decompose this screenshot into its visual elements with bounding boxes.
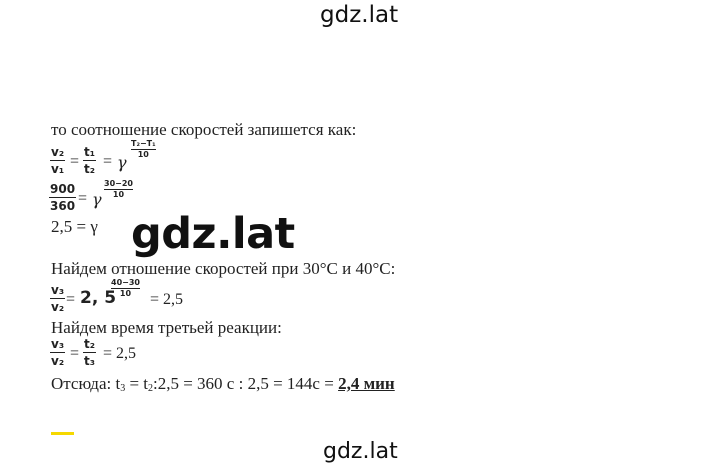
intro-text: то соотношение скоростей запишется как:: [51, 120, 357, 139]
equation-5-result: = 2,5: [103, 345, 137, 362]
gamma-symbol: γ: [117, 153, 127, 172]
highlight-mark: [51, 432, 74, 435]
find-time-text: Найдем время третьей реакции:: [51, 318, 282, 337]
answer-value: 2,4 мин: [338, 374, 395, 393]
fraction-v3-v2: $\frac{\text{v₃}}{\text{v₂}}$: [51, 283, 65, 314]
fraction-900-360: $\frac{900}{360}$: [50, 182, 76, 213]
fraction-v2-v1: $\frac{\text{v₂}}{\text{v₁}}$: [51, 145, 65, 176]
equation-3: 2,5 = γ: [51, 217, 98, 236]
watermark-top: gdz.lat: [320, 2, 399, 28]
final-answer-line: Отсюда: $t_3$ = $t_2:2,5 = 360$ с : 2,5 = 144с = 2,4 мин: [51, 374, 395, 394]
fraction-t2-t3: $\frac{\text{t₂}}{\text{t₃}}$: [84, 337, 95, 368]
exponent-fraction: $\frac{30-20}{10}$: [104, 179, 133, 199]
fraction-v3-v2: $\frac{\text{v₃}}{\text{v₂}}$: [51, 337, 65, 368]
find-ratio-text: Найдем отношение скоростей при 30°С и 40°С:: [51, 259, 396, 278]
fraction-t1-t2: $\frac{\text{t₁}}{\text{t₂}}$: [84, 145, 95, 176]
exponent-fraction: $\frac{\text{T₂−T₁}}{10}$: [131, 139, 156, 159]
exponent-fraction: $\frac{40-30}{10}$: [111, 278, 140, 298]
equation-4-result: = 2,5: [150, 291, 184, 308]
watermark-bottom: gdz.lat: [323, 439, 398, 464]
power-base: 2, 5: [80, 288, 117, 308]
gamma-symbol: γ: [92, 190, 102, 209]
watermark-middle: gdz.lat: [131, 209, 295, 259]
